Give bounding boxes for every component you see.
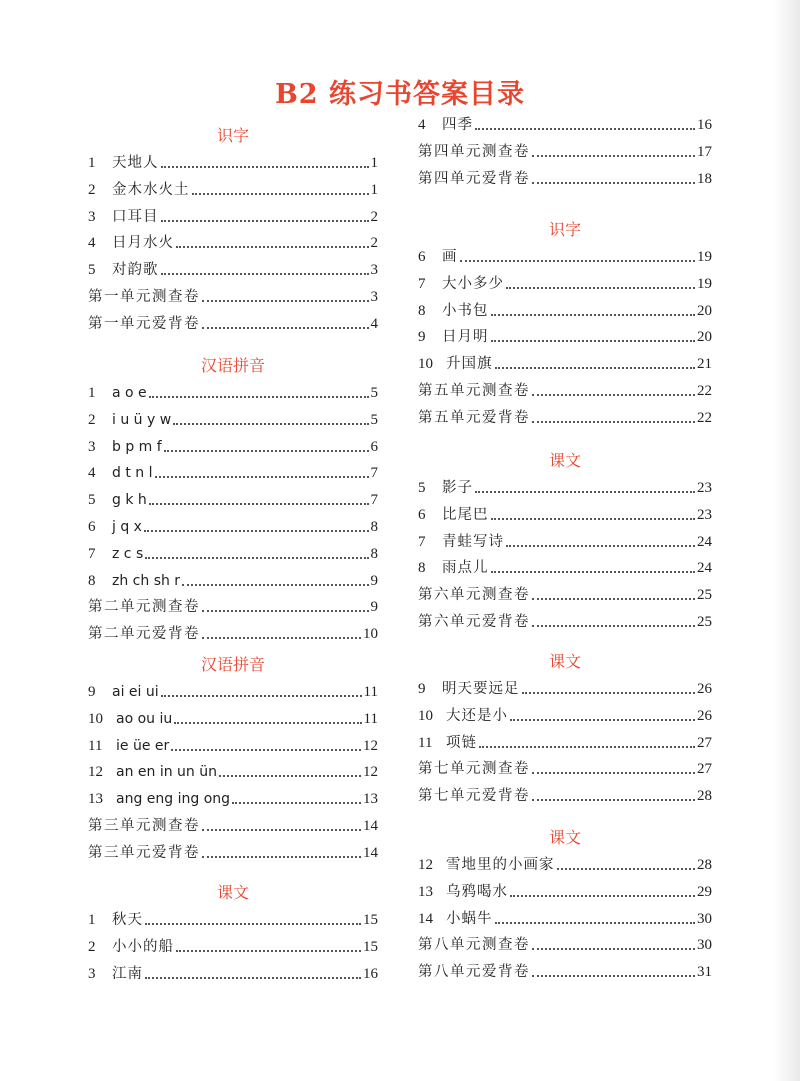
- entry-title: 四季: [442, 117, 473, 133]
- entry-page-number: 26: [697, 681, 712, 697]
- toc-entry: [418, 528, 712, 552]
- entry-number: 4: [418, 117, 426, 133]
- entry-page-number: 18: [697, 170, 712, 187]
- dot-leader: [161, 695, 362, 697]
- entry-page-number: 17: [697, 143, 712, 160]
- entry-title: b p m f: [112, 438, 162, 455]
- entry-title: 第三单元爱背卷: [88, 844, 200, 861]
- entry-number: 13: [88, 791, 103, 808]
- entry-page-number: 25: [697, 587, 712, 604]
- entry-page-number: 3: [370, 289, 378, 305]
- entry-title: 第四单元测查卷: [418, 143, 530, 160]
- entry-page-number: 1: [370, 181, 378, 198]
- dot-leader: [202, 637, 361, 639]
- entry-title: 第三单元测查卷: [88, 818, 200, 834]
- entry-title: 第六单元爱背卷: [418, 614, 530, 630]
- entry-title: 第二单元测查卷: [88, 599, 200, 616]
- entry-page-number: 15: [363, 938, 378, 955]
- entry-number: 6: [418, 249, 426, 265]
- dot-leader: [202, 327, 369, 329]
- entry-number: 8: [418, 560, 426, 577]
- dot-leader: [202, 610, 369, 612]
- dot-leader: [532, 625, 695, 627]
- entry-number: 3: [88, 208, 96, 225]
- dot-leader: [506, 287, 695, 289]
- section-heading: 课文: [548, 451, 581, 470]
- entry-title: 第四单元爱背卷: [418, 170, 530, 187]
- entry-title: 第五单元爱背卷: [418, 409, 530, 426]
- entry-page-number: 22: [697, 409, 712, 426]
- entry-page-number: 28: [697, 788, 712, 805]
- dot-leader: [557, 868, 696, 870]
- entry-page-number: 28: [697, 857, 712, 873]
- toc-entry: [88, 486, 378, 510]
- dot-leader: [532, 182, 695, 184]
- toc-entry: [88, 176, 378, 200]
- entry-page-number: 2: [370, 235, 378, 252]
- entry-page-number: 22: [697, 383, 712, 399]
- section-heading: 课文: [548, 652, 581, 671]
- entry-title: 第八单元测查卷: [418, 937, 530, 954]
- entry-number: 8: [88, 572, 96, 589]
- dot-leader: [164, 450, 369, 452]
- section-heading: 识字: [548, 220, 581, 239]
- dot-leader: [192, 193, 369, 195]
- toc-entry: [88, 593, 378, 617]
- toc-entry: [418, 243, 712, 267]
- entry-page-number: 7: [370, 465, 378, 482]
- dot-leader: [532, 155, 695, 157]
- dot-leader: [510, 895, 695, 897]
- entry-title: 明天要远足: [442, 681, 520, 697]
- toc-entry: [418, 270, 712, 294]
- entry-title: 天地人: [112, 155, 159, 171]
- entry-title: i u ü y w: [112, 411, 172, 428]
- entry-title: 大小多少: [442, 275, 504, 292]
- toc-entry: [418, 404, 712, 428]
- entry-number: 7: [418, 275, 426, 292]
- entry-number: 10: [88, 710, 103, 727]
- toc-entry: [88, 379, 378, 403]
- entry-page-number: 8: [370, 545, 378, 562]
- toc-entry: [88, 732, 378, 756]
- entry-title: ie üe er: [116, 737, 170, 754]
- entry-title: 小蜗牛: [446, 910, 493, 927]
- toc-entry: [418, 675, 712, 699]
- dot-leader: [149, 503, 369, 505]
- dot-leader: [232, 802, 361, 804]
- entry-number: 5: [418, 480, 426, 496]
- entry-page-number: 5: [370, 411, 378, 428]
- entry-page-number: 20: [697, 302, 712, 319]
- toc-entry: [88, 149, 378, 173]
- entry-number: 7: [88, 545, 96, 562]
- dot-leader: [495, 367, 696, 369]
- dot-leader: [171, 749, 361, 751]
- dot-leader: [532, 394, 695, 396]
- dot-leader: [506, 545, 695, 547]
- entry-page-number: 2: [370, 208, 378, 225]
- toc-entry: [88, 406, 378, 430]
- entry-title: 第七单元爱背卷: [418, 788, 530, 805]
- entry-page-number: 23: [697, 480, 712, 496]
- section-heading: 汉语拼音: [200, 655, 265, 674]
- entry-title: 秋天: [112, 912, 143, 928]
- dot-leader: [145, 923, 361, 925]
- entry-number: 1: [88, 155, 96, 171]
- toc-entry: [418, 729, 712, 753]
- entry-title: j q x: [112, 519, 142, 535]
- entry-page-number: 19: [697, 249, 712, 265]
- dot-leader: [145, 977, 361, 979]
- entry-page-number: 21: [697, 356, 712, 373]
- dot-leader: [491, 571, 696, 573]
- entry-number: 9: [88, 684, 96, 700]
- toc-entry: [88, 283, 378, 307]
- entry-title: 口耳目: [112, 208, 159, 225]
- entry-page-number: 9: [370, 599, 378, 616]
- toc-entry: [88, 906, 378, 930]
- page-title: B2 练习书答案目录: [274, 79, 525, 110]
- toc-entry: [418, 958, 712, 982]
- toc-entry: [88, 513, 378, 537]
- entry-number: 7: [418, 533, 426, 550]
- entry-page-number: 3: [370, 262, 378, 279]
- toc-entry: [88, 933, 378, 957]
- entry-page-number: 31: [697, 964, 712, 981]
- entry-number: 2: [88, 411, 96, 428]
- entry-page-number: 15: [363, 912, 378, 928]
- entry-number: 5: [88, 492, 96, 509]
- entry-title: 江南: [112, 965, 143, 982]
- entry-title: 第五单元测查卷: [418, 383, 530, 399]
- entry-title: a o e: [112, 385, 147, 401]
- dot-leader: [510, 719, 695, 721]
- entry-number: 9: [418, 329, 426, 346]
- section-heading: 课文: [548, 828, 581, 847]
- toc-entry: [88, 620, 378, 644]
- toc-entry: [88, 678, 378, 702]
- toc-entry: [88, 567, 378, 591]
- entry-page-number: 14: [363, 844, 378, 861]
- dot-leader: [176, 246, 369, 248]
- entry-title: ai ei ui: [112, 684, 159, 700]
- dot-leader: [202, 856, 361, 858]
- dot-leader: [495, 922, 696, 924]
- entry-title: 小小的船: [112, 938, 174, 955]
- dot-leader: [479, 746, 695, 748]
- entry-page-number: 13: [363, 791, 378, 808]
- dot-leader: [491, 314, 696, 316]
- dot-leader: [202, 300, 369, 302]
- entry-number: 4: [88, 465, 96, 482]
- entry-number: 1: [88, 912, 96, 928]
- toc-entry: [88, 229, 378, 253]
- entry-title: 对韵歌: [112, 262, 159, 279]
- entry-title: 第一单元测查卷: [88, 289, 200, 305]
- dot-leader: [176, 950, 361, 952]
- entry-page-number: 7: [370, 492, 378, 509]
- toc-entry: [88, 256, 378, 280]
- entry-title: 第八单元爱背卷: [418, 964, 530, 981]
- toc-entry: [88, 960, 378, 984]
- entry-title: 日月明: [442, 329, 489, 346]
- dot-leader: [532, 948, 695, 950]
- dot-leader: [173, 423, 368, 425]
- entry-title: 青蛙写诗: [442, 533, 504, 550]
- entry-page-number: 1: [370, 155, 378, 171]
- entry-page-number: 29: [697, 883, 712, 900]
- entry-title: an en in un ün: [116, 764, 217, 781]
- entry-title: 大还是小: [446, 707, 508, 724]
- toc-entry: [418, 165, 712, 189]
- toc-entry: [418, 608, 712, 632]
- entry-page-number: 11: [363, 684, 378, 700]
- entry-title: ang eng ing ong: [116, 791, 231, 808]
- entry-page-number: 12: [363, 764, 378, 781]
- entry-page-number: 14: [363, 818, 378, 834]
- entry-page-number: 25: [697, 614, 712, 630]
- toc-entry: [418, 931, 712, 955]
- entry-title: g k h: [112, 492, 147, 509]
- toc-entry: [418, 297, 712, 321]
- entry-title: 第一单元爱背卷: [88, 315, 200, 332]
- entry-page-number: 24: [697, 533, 712, 550]
- toc-entry: [418, 323, 712, 347]
- toc-entry: [418, 702, 712, 726]
- entry-page-number: 16: [363, 965, 378, 982]
- entry-number: 2: [88, 181, 96, 198]
- entry-title: 乌鸦喝水: [446, 883, 508, 900]
- entry-page-number: 8: [370, 519, 378, 535]
- entry-title: 雨点儿: [442, 560, 489, 577]
- toc-entry: [88, 433, 378, 457]
- dot-leader: [532, 975, 695, 977]
- entry-number: 3: [88, 965, 96, 982]
- entry-number: 11: [88, 737, 103, 754]
- dot-leader: [174, 722, 361, 724]
- toc-entry: [88, 540, 378, 564]
- entry-page-number: 26: [697, 707, 712, 724]
- entry-title: 小书包: [442, 302, 489, 319]
- toc-entry: [418, 501, 712, 525]
- dot-leader: [532, 772, 695, 774]
- entry-title: 第六单元测查卷: [418, 587, 530, 604]
- entry-page-number: 23: [697, 506, 712, 523]
- toc-entry: [418, 554, 712, 578]
- entry-page-number: 27: [697, 761, 712, 778]
- dot-leader: [475, 128, 695, 130]
- entry-title: ao ou iu: [116, 710, 173, 727]
- toc-entry: [88, 203, 378, 227]
- entry-title: 雪地里的小画家: [446, 857, 555, 873]
- entry-page-number: 4: [370, 315, 378, 332]
- dot-leader: [161, 166, 369, 168]
- toc-entry: [418, 377, 712, 401]
- dot-leader: [460, 260, 696, 262]
- entry-title: 日月水火: [112, 235, 174, 252]
- entry-title: zh ch sh r: [112, 572, 181, 589]
- entry-number: 4: [88, 235, 96, 252]
- entry-page-number: 30: [697, 937, 712, 954]
- entry-title: 金木水火土: [112, 181, 190, 198]
- entry-title: 画: [442, 249, 458, 265]
- entry-number: 10: [418, 356, 433, 373]
- entry-number: 1: [88, 385, 96, 401]
- entry-page-number: 16: [697, 117, 712, 133]
- entry-title: z c s: [112, 545, 144, 562]
- page-edge-shadow: [774, 0, 800, 1081]
- entry-page-number: 24: [697, 560, 712, 577]
- section-heading: 识字: [216, 126, 249, 145]
- entry-number: 12: [88, 764, 103, 781]
- entry-page-number: 20: [697, 329, 712, 346]
- entry-page-number: 19: [697, 275, 712, 292]
- dot-leader: [475, 491, 695, 493]
- toc-entry: [88, 758, 378, 782]
- entry-number: 6: [88, 519, 96, 535]
- section-heading: 汉语拼音: [200, 356, 265, 375]
- toc-entry: [418, 111, 712, 135]
- toc-entry: [418, 755, 712, 779]
- dot-leader: [532, 421, 695, 423]
- dot-leader: [219, 775, 361, 777]
- entry-number: 9: [418, 681, 426, 697]
- entry-number: 12: [418, 857, 433, 873]
- dot-leader: [145, 557, 368, 559]
- entry-title: 升国旗: [446, 356, 493, 373]
- entry-number: 8: [418, 302, 426, 319]
- section-heading: 课文: [216, 883, 249, 902]
- entry-page-number: 27: [697, 734, 712, 751]
- entry-title: 影子: [442, 480, 473, 496]
- entry-page-number: 12: [363, 737, 378, 754]
- entry-number: 14: [418, 910, 433, 927]
- toc-entry: [418, 350, 712, 374]
- entry-title: d t n l: [112, 465, 153, 482]
- toc-entry: [418, 474, 712, 498]
- dot-leader: [202, 829, 361, 831]
- dot-leader: [532, 598, 695, 600]
- toc-entry: [418, 878, 712, 902]
- entry-page-number: 9: [370, 572, 378, 589]
- toc-entry: [88, 812, 378, 836]
- dot-leader: [182, 584, 368, 586]
- dot-leader: [149, 396, 369, 398]
- dot-leader: [491, 340, 696, 342]
- toc-entry: [418, 581, 712, 605]
- entry-number: 11: [418, 734, 433, 751]
- dot-leader: [491, 518, 696, 520]
- entry-title: 第二单元爱背卷: [88, 626, 200, 643]
- entry-number: 13: [418, 883, 433, 900]
- dot-leader: [155, 476, 369, 478]
- entry-page-number: 30: [697, 910, 712, 927]
- entry-number: 2: [88, 938, 96, 955]
- toc-entry: [88, 459, 378, 483]
- entry-page-number: 6: [370, 438, 378, 455]
- dot-leader: [161, 273, 369, 275]
- toc-entry: [418, 851, 712, 875]
- toc-entry: [88, 785, 378, 809]
- dot-leader: [144, 530, 369, 532]
- dot-leader: [522, 692, 696, 694]
- entry-page-number: 5: [370, 385, 378, 401]
- entry-number: 5: [88, 262, 96, 279]
- toc-entry: [418, 905, 712, 929]
- dot-leader: [532, 799, 695, 801]
- entry-number: 3: [88, 438, 96, 455]
- entry-page-number: 11: [363, 710, 378, 727]
- entry-title: 第七单元测查卷: [418, 761, 530, 778]
- dot-leader: [161, 220, 369, 222]
- toc-entry: [418, 138, 712, 162]
- toc-entry: [88, 705, 378, 729]
- entry-title: 比尾巴: [442, 506, 489, 523]
- toc-entry: [88, 839, 378, 863]
- toc-entry: [418, 782, 712, 806]
- entry-title: 项链: [446, 734, 477, 751]
- entry-number: 10: [418, 707, 433, 724]
- entry-page-number: 10: [363, 626, 378, 643]
- toc-entry: [88, 310, 378, 334]
- entry-number: 6: [418, 506, 426, 523]
